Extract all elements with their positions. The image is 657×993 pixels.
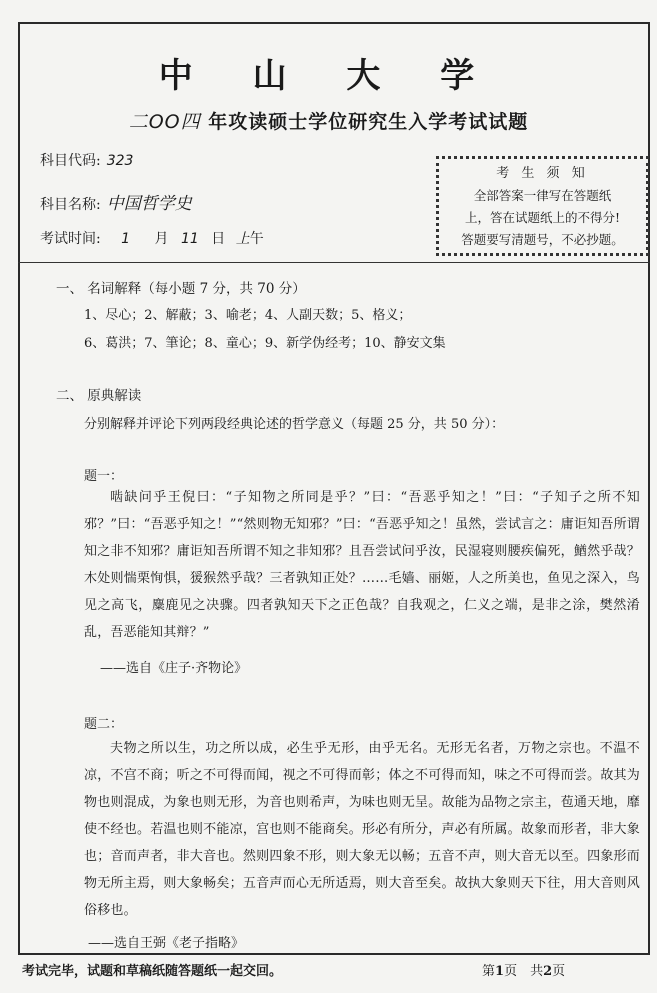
exam-period-unit: 午 [249, 231, 264, 247]
page-number: 1 [495, 964, 505, 979]
exam-year: 二OO四 [128, 111, 201, 133]
question-1-source: ——选自《庄子·齐物论》 [100, 661, 248, 676]
question-2-source: ——选自王弼《老子指略》 [88, 936, 245, 951]
exam-period-value: 上 [235, 231, 250, 247]
question-1-passage [84, 484, 640, 646]
candidate-notice-box [436, 156, 649, 256]
notice-line-3: 答题要写清题号，不必抄题。 [461, 232, 624, 247]
page-mid: 页 共 [504, 964, 544, 979]
page-indicator [482, 960, 565, 979]
section-1-terms-row-2: 6、葛洪；7、筆论；8、童心；9、新学伪经考；10、静安文集 [84, 336, 446, 351]
header-divider [18, 262, 650, 263]
question-1-label: 题一： [84, 469, 124, 484]
subject-name-row [40, 189, 192, 214]
exam-title-text: 年攻读硕士学位研究生入学考试试题 [208, 111, 529, 133]
subject-code-row [40, 150, 133, 170]
question-1-text: 啮缺问乎王倪曰：“子知物之所同是乎？”曰：“吾恶乎知之！”曰：“子知子之所不知邪？”曰：“吾恶乎知之！”“然则物无知邪？”曰：“吾恶乎知之！虽然，尝试言之：庸讵知吾所谓知之非不知邪？庸讵知吾所谓不知之非知邪？且吾尝试问乎汝，民湿寝则腰疾偏死，鰌然乎哉？木处则惴栗恂惧，猨猴然乎哉？三者孰知正处？……毛嫱、丽姬，人之所美也，鱼见之深入，鸟见之高飞，麋鹿见之决骤。四者孰知天下之正色哉？自我观之，仁义之端，是非之涂，樊然淆乱，吾恶能知其辩？” [84, 490, 640, 640]
notice-line-1: 全部答案一律写在答题纸 [473, 188, 612, 203]
question-2-label: 题二： [84, 717, 124, 732]
section-2-instruction: 分别解释并评论下列两段经典论述的哲学意义（每题 25 分，共 50 分）： [84, 417, 505, 432]
subject-code-label: 科目代码: [40, 153, 101, 169]
footer-instruction: 考试完毕，试题和草稿纸随答题纸一起交回。 [22, 964, 283, 979]
school-name: 中 山 大 学 [158, 56, 499, 96]
exam-day-value: 11 [181, 231, 199, 247]
subject-code-value: 323 [106, 153, 134, 169]
page-suffix: 页 [552, 964, 566, 979]
exam-month-value: 1 [121, 231, 131, 247]
exam-time-label: 考试时间: [40, 231, 101, 247]
subject-name-label: 科目名称: [40, 197, 101, 213]
subject-name-value: 中国哲学史 [106, 194, 192, 214]
notice-line-2: 上，答在试题纸上的不得分! [464, 210, 621, 225]
section-1-heading: 一、 名词解释（每小题 7 分，共 70 分） [56, 281, 306, 297]
question-2-passage [84, 735, 640, 924]
exam-day-unit: 日 [211, 231, 226, 247]
page-prefix: 第 [482, 964, 496, 979]
exam-time-row [40, 228, 264, 248]
notice-title: 考 生 须 知 [496, 166, 589, 181]
exam-title [0, 107, 657, 134]
section-2-heading: 二、 原典解读 [56, 388, 142, 404]
page-total: 2 [543, 964, 553, 979]
exam-month-unit: 月 [154, 231, 169, 247]
question-2-text: 夫物之所以生，功之所以成，必生乎无形，由乎无名。无形无名者，万物之宗也。不温不凉，不宫不商；听之不可得而闻，视之不可得而彰；体之不可得而知，味之不可得而尝。故其为物也则混成，为象也则无形，为音也则希声，为味也则无呈。故能为品物之宗主，苞通天地，靡使不经也。若温也则不能凉，宫也则不能商矣。形必有所分，声必有所属。故象而形者，非大象也；音而声者，非大音也。然则四象不形，则大象无以畅；五音不声，则大音无以至。四象形而物无所主焉，则大象畅矣；五音声而心无所适焉，则大音至矣。故执大象则天下往，用大音则风俗移也。 [84, 741, 640, 918]
section-1-terms-row-1: 1、尽心；2、解蔽；3、喻老；4、人副天数；5、格义； [84, 308, 412, 323]
